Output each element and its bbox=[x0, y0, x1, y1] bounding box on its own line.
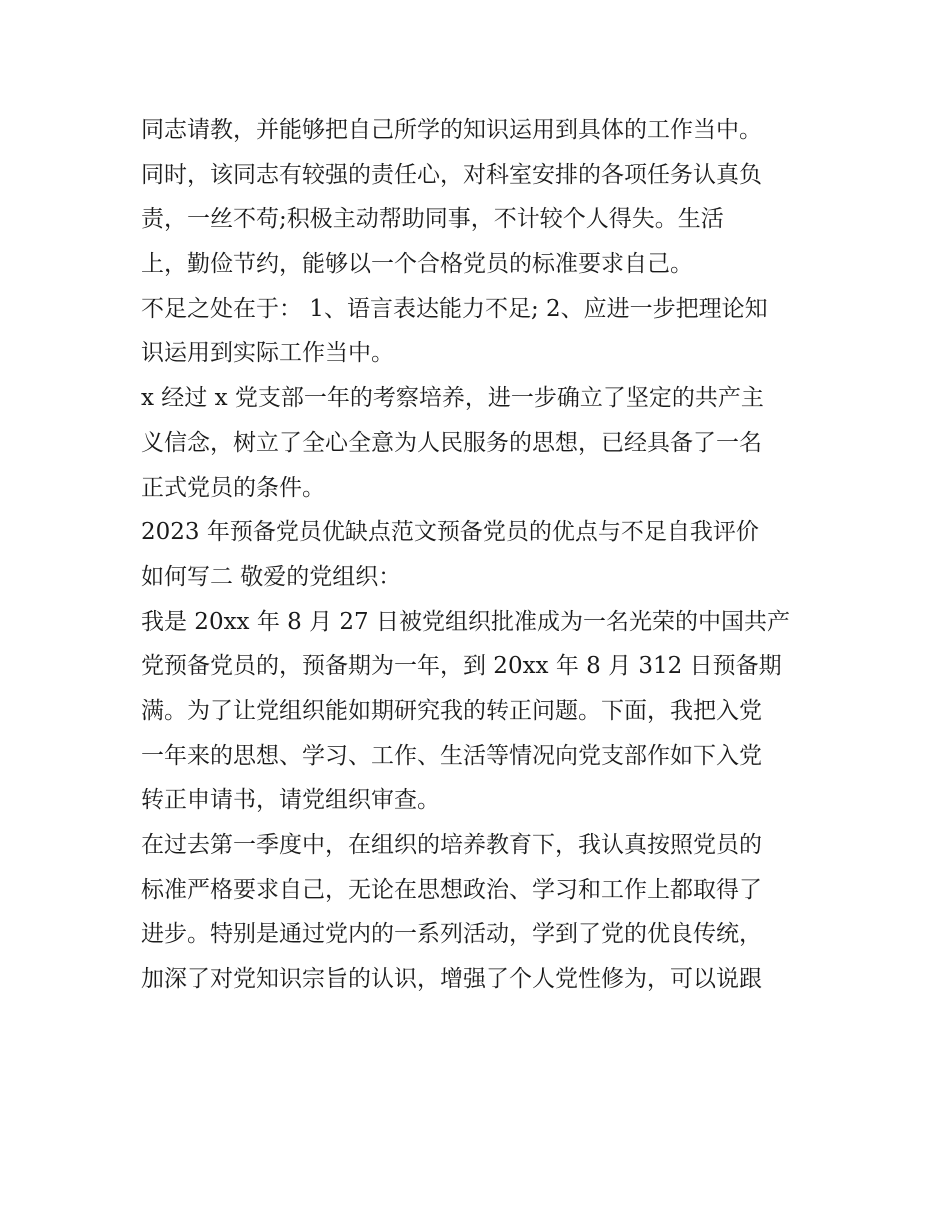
text-line: 责，一丝不苟;积极主动帮助同事，不计较个人得失。生活 bbox=[141, 206, 724, 233]
text-line: 不足之处在于： 1、语言表达能力不足; 2、应进一步把理论知 bbox=[141, 295, 768, 322]
text-line: 标准严格要求自己，无论在思想政治、学习和工作上都取得了 bbox=[141, 876, 762, 903]
text-line: 一年来的思想、学习、工作、生活等情况向党支部作如下入党 bbox=[141, 742, 762, 769]
text-line: 识运用到实际工作当中。 bbox=[141, 340, 394, 367]
text-line: 我是 20xx 年 8 月 27 日被党组织批准成为一名光荣的中国共产 bbox=[141, 608, 790, 635]
text-line: 进步。特别是通过党内的一系列活动，学到了党的优良传统， bbox=[141, 921, 762, 948]
text-line: 上，勤俭节约，能够以一个合格党员的标准要求自己。 bbox=[141, 251, 693, 278]
text-line: x 经过 x 党支部一年的考察培养，进一步确立了坚定的共产主 bbox=[141, 385, 764, 412]
text-line: 转正申请书，请党组织审查。 bbox=[141, 787, 440, 814]
text-line: 正式党员的条件。 bbox=[141, 474, 325, 501]
text-line: 在过去第一季度中，在组织的培养教育下，我认真按照党员的 bbox=[141, 832, 762, 858]
text-line: 同时，该同志有较强的责任心，对科室安排的各项任务认真负 bbox=[141, 161, 762, 188]
text-line: 同志请教，并能够把自己所学的知识运用到具体的工作当中。 bbox=[141, 117, 762, 143]
text-line: 党预备党员的，预备期为一年，到 20xx 年 8 月 312 日预备期 bbox=[141, 653, 782, 680]
text-line: 义信念，树立了全心全意为人民服务的思想，已经具备了一名 bbox=[141, 429, 762, 456]
text-line: 满。为了让党组织能如期研究我的转正问题。下面，我把入党 bbox=[141, 697, 762, 724]
text-line: 2023 年预备党员优缺点范文预备党员的优点与不足自我评价 bbox=[141, 519, 759, 546]
text-line: 加深了对党知识宗旨的认识，增强了个人党性修为，可以说跟 bbox=[141, 966, 762, 993]
text-line: 如何写二 敬爱的党组织： bbox=[141, 563, 402, 590]
document-body bbox=[141, 108, 821, 1002]
